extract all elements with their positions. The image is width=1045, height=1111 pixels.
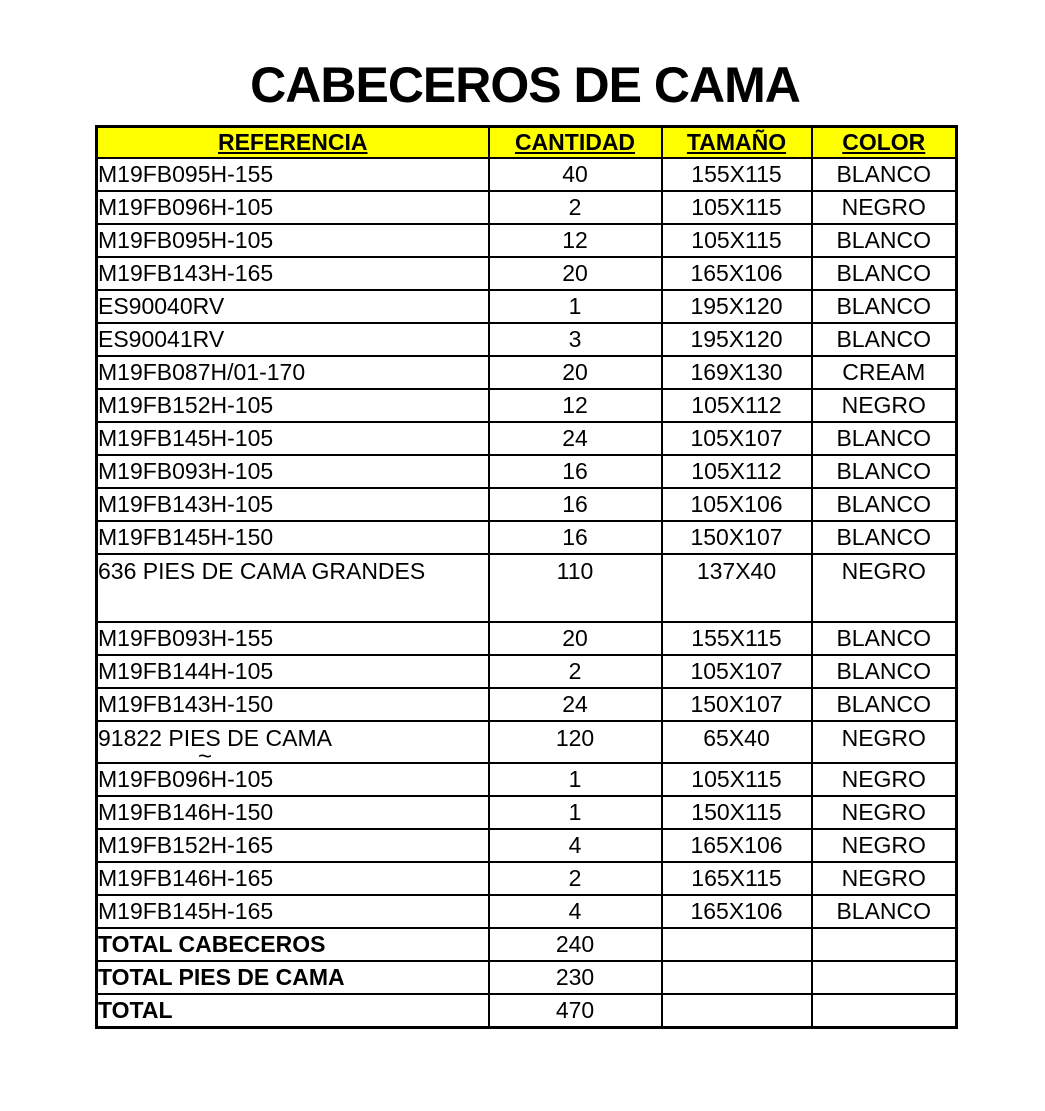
- color-text: NEGRO: [841, 832, 926, 858]
- color-text: BLANCO: [836, 227, 932, 253]
- color-text: BLANCO: [836, 326, 932, 352]
- table-row: [97, 455, 957, 488]
- cantidad-text: 20: [562, 625, 588, 651]
- ref-text: M19FB145H-150: [98, 524, 274, 550]
- color-text: BLANCO: [836, 625, 932, 651]
- cell-ref: [97, 862, 489, 895]
- tamano-text: 165X115: [691, 865, 782, 891]
- cantidad-text: 16: [562, 491, 588, 517]
- total-cantidad-text: 230: [555, 964, 595, 990]
- cell-tamano: [662, 862, 812, 895]
- cell-color: [812, 455, 957, 488]
- cantidad-text: 1: [568, 799, 582, 825]
- ref-text: M19FB093H-155: [98, 625, 274, 651]
- cell-color: [812, 488, 957, 521]
- cell-cantidad: [489, 895, 662, 928]
- cell-color: [812, 796, 957, 829]
- color-text: CREAM: [842, 359, 926, 385]
- ref-text: M19FB146H-150: [98, 799, 274, 825]
- cell-cantidad: [489, 763, 662, 796]
- tamano-text: 105X107: [690, 425, 783, 451]
- cell-cantidad: [489, 622, 662, 655]
- total-cell-color: [812, 961, 957, 994]
- total-row: [97, 961, 957, 994]
- tamano-text: 155X115: [691, 161, 782, 187]
- cell-ref: [97, 323, 489, 356]
- cell-ref: [97, 488, 489, 521]
- color-text: BLANCO: [836, 260, 932, 286]
- table-row: [97, 356, 957, 389]
- total-cell-cantidad: [489, 994, 662, 1028]
- table-header: [97, 127, 957, 159]
- cell-ref: [97, 257, 489, 290]
- cantidad-text: 4: [568, 898, 582, 924]
- color-text: BLANCO: [836, 691, 932, 717]
- cell-tamano: [662, 521, 812, 554]
- ref-text: M19FB095H-155: [98, 161, 274, 187]
- color-text: NEGRO: [841, 558, 926, 584]
- ref-text: M19FB143H-150: [98, 691, 274, 717]
- color-text: BLANCO: [836, 293, 932, 319]
- cantidad-text: 1: [568, 766, 582, 792]
- table-row: [97, 721, 957, 763]
- inventory-table: [95, 125, 958, 1029]
- cell-ref: [97, 422, 489, 455]
- cell-cantidad: [489, 290, 662, 323]
- cell-cantidad: [489, 356, 662, 389]
- tamano-text: 169X130: [690, 359, 783, 385]
- table-row: [97, 257, 957, 290]
- tamano-text: 105X115: [691, 766, 782, 792]
- cell-cantidad: [489, 488, 662, 521]
- cell-tamano: [662, 455, 812, 488]
- cell-tamano: [662, 224, 812, 257]
- total-cell-tamano: [662, 961, 812, 994]
- cantidad-text: 4: [568, 832, 582, 858]
- ref-text: 91822 PIES DE CAMA: [98, 725, 332, 751]
- tamano-text: 137X40: [696, 558, 777, 584]
- ref-text: M19FB143H-105: [98, 491, 274, 517]
- cell-color: [812, 290, 957, 323]
- cell-cantidad: [489, 829, 662, 862]
- cell-ref: [97, 521, 489, 554]
- cell-ref: [97, 895, 489, 928]
- color-text: NEGRO: [841, 725, 926, 751]
- total-ref-text: TOTAL CABECEROS: [98, 931, 326, 957]
- ref-text: M19FB144H-105: [98, 658, 274, 684]
- cantidad-text: 12: [562, 227, 588, 253]
- cell-color: [812, 224, 957, 257]
- page-title: CABECEROS DE CAMA: [250, 57, 800, 113]
- cantidad-text: 110: [556, 558, 594, 584]
- color-text: NEGRO: [841, 865, 926, 891]
- table-row: [97, 655, 957, 688]
- color-text: NEGRO: [841, 766, 926, 792]
- table-row: [97, 488, 957, 521]
- ref-text: M19FB146H-165: [98, 865, 274, 891]
- cell-tamano: [662, 356, 812, 389]
- tamano-text: 165X106: [690, 832, 783, 858]
- color-text: BLANCO: [836, 161, 932, 187]
- cell-tamano: [662, 389, 812, 422]
- header-cantidad-label: CANTIDAD: [514, 129, 636, 155]
- tamano-text: 150X107: [690, 524, 783, 550]
- cell-tamano: [662, 290, 812, 323]
- table-body: [97, 158, 957, 1028]
- color-text: BLANCO: [836, 425, 932, 451]
- total-cell-ref: [97, 994, 489, 1028]
- tamano-text: 105X115: [691, 194, 782, 220]
- cell-color: [812, 862, 957, 895]
- cell-tamano: [662, 191, 812, 224]
- color-text: BLANCO: [836, 458, 932, 484]
- cell-color: [812, 158, 957, 191]
- ref-text: M19FB152H-105: [98, 392, 274, 418]
- header-cantidad: [489, 127, 662, 159]
- table-row: [97, 191, 957, 224]
- cell-cantidad: [489, 721, 662, 763]
- cell-tamano: [662, 158, 812, 191]
- table-row: [97, 622, 957, 655]
- cell-color: [812, 554, 957, 622]
- cell-cantidad: [489, 191, 662, 224]
- tamano-text: 105X106: [690, 491, 783, 517]
- cell-ref: [97, 721, 489, 763]
- tamano-text: 105X112: [691, 392, 782, 418]
- tamano-text: 195X120: [690, 326, 783, 352]
- total-cantidad-text: 240: [555, 931, 595, 957]
- cell-color: [812, 688, 957, 721]
- cell-color: [812, 356, 957, 389]
- header-row: [97, 127, 957, 159]
- tamano-text: 165X106: [690, 898, 783, 924]
- table-row: [97, 796, 957, 829]
- cell-tamano: [662, 422, 812, 455]
- cell-tamano: [662, 622, 812, 655]
- cell-color: [812, 389, 957, 422]
- cell-ref: [97, 655, 489, 688]
- ref-text: M19FB096H-105: [98, 766, 274, 792]
- total-cell-ref: [97, 961, 489, 994]
- cell-cantidad: [489, 422, 662, 455]
- cell-ref: [97, 688, 489, 721]
- cell-ref: [97, 763, 489, 796]
- cell-ref: [97, 829, 489, 862]
- color-text: NEGRO: [841, 194, 926, 220]
- color-text: BLANCO: [836, 491, 932, 517]
- cantidad-text: 20: [562, 260, 588, 286]
- ref-text: M19FB145H-105: [98, 425, 274, 451]
- cell-cantidad: [489, 862, 662, 895]
- cantidad-text: 12: [562, 392, 588, 418]
- cell-cantidad: [489, 655, 662, 688]
- cell-tamano: [662, 688, 812, 721]
- cell-color: [812, 622, 957, 655]
- color-text: NEGRO: [841, 799, 926, 825]
- total-cell-color: [812, 994, 957, 1028]
- clipped-tilde-mark: ~: [198, 743, 213, 763]
- total-ref-text: TOTAL PIES DE CAMA: [98, 964, 345, 990]
- table-row: [97, 688, 957, 721]
- header-referencia: [97, 127, 489, 159]
- cantidad-text: 16: [562, 524, 588, 550]
- cantidad-text: 2: [568, 865, 582, 891]
- total-cell-tamano: [662, 928, 812, 961]
- cell-cantidad: [489, 796, 662, 829]
- header-referencia-label: REFERENCIA: [217, 129, 368, 155]
- cell-ref: [97, 389, 489, 422]
- tamano-text: 105X112: [691, 458, 782, 484]
- table-row: [97, 862, 957, 895]
- header-tamano: [662, 127, 812, 159]
- cantidad-text: 40: [562, 161, 588, 187]
- cell-tamano: [662, 829, 812, 862]
- total-cell-color: [812, 928, 957, 961]
- tamano-text: 65X40: [703, 725, 770, 751]
- table-row: [97, 323, 957, 356]
- total-ref-text: TOTAL: [98, 997, 173, 1023]
- table-row: [97, 763, 957, 796]
- cantidad-text: 24: [562, 691, 588, 717]
- cell-color: [812, 721, 957, 763]
- cell-cantidad: [489, 389, 662, 422]
- color-text: BLANCO: [836, 658, 932, 684]
- total-row: [97, 994, 957, 1028]
- total-cell-cantidad: [489, 928, 662, 961]
- cell-color: [812, 521, 957, 554]
- cell-cantidad: [489, 323, 662, 356]
- cell-color: [812, 323, 957, 356]
- cantidad-text: 3: [568, 326, 582, 352]
- cell-ref: [97, 356, 489, 389]
- table-row: [97, 389, 957, 422]
- cell-color: [812, 829, 957, 862]
- tamano-text: 105X107: [690, 658, 783, 684]
- header-tamano-label: TAMAÑO: [686, 129, 787, 155]
- cell-color: [812, 655, 957, 688]
- ref-text: M19FB143H-165: [98, 260, 274, 286]
- cell-cantidad: [489, 158, 662, 191]
- ref-text: ES90041RV: [98, 326, 225, 352]
- cell-ref: [97, 455, 489, 488]
- ref-text: M19FB145H-165: [98, 898, 274, 924]
- ref-text: M19FB096H-105: [98, 194, 274, 220]
- cell-cantidad: [489, 521, 662, 554]
- header-color: [812, 127, 957, 159]
- tamano-text: 165X106: [690, 260, 783, 286]
- cantidad-text: 2: [568, 658, 582, 684]
- color-text: BLANCO: [836, 898, 932, 924]
- ref-text: 636 PIES DE CAMA GRANDES: [98, 558, 426, 584]
- table-row: [97, 829, 957, 862]
- cell-cantidad: [489, 554, 662, 622]
- tamano-text: 155X115: [691, 625, 782, 651]
- total-cell-cantidad: [489, 961, 662, 994]
- cell-ref: [97, 158, 489, 191]
- cell-tamano: [662, 257, 812, 290]
- cell-tamano: [662, 721, 812, 763]
- ref-text: ES90040RV: [98, 293, 225, 319]
- ref-text: M19FB093H-105: [98, 458, 274, 484]
- color-text: BLANCO: [836, 524, 932, 550]
- cell-tamano: [662, 895, 812, 928]
- table-row: [97, 158, 957, 191]
- cell-ref: [97, 554, 489, 622]
- cantidad-text: 16: [562, 458, 588, 484]
- cell-cantidad: [489, 257, 662, 290]
- cell-cantidad: [489, 688, 662, 721]
- cell-ref: [97, 191, 489, 224]
- cell-ref: [97, 796, 489, 829]
- cell-tamano: [662, 796, 812, 829]
- cell-color: [812, 191, 957, 224]
- tamano-text: 105X115: [691, 227, 782, 253]
- cell-cantidad: [489, 224, 662, 257]
- total-cell-ref: [97, 928, 489, 961]
- cell-color: [812, 763, 957, 796]
- cantidad-text: 1: [568, 293, 582, 319]
- cell-ref: [97, 622, 489, 655]
- cell-tamano: [662, 554, 812, 622]
- cell-tamano: [662, 655, 812, 688]
- cell-color: [812, 422, 957, 455]
- cell-color: [812, 895, 957, 928]
- ref-text: M19FB087H/01-170: [98, 359, 306, 385]
- cell-ref: [97, 224, 489, 257]
- cell-color: [812, 257, 957, 290]
- total-row: [97, 928, 957, 961]
- total-cell-tamano: [662, 994, 812, 1028]
- cantidad-text: 24: [562, 425, 588, 451]
- table-row: [97, 521, 957, 554]
- table-row: [97, 422, 957, 455]
- table-row: [97, 290, 957, 323]
- cell-ref: [97, 290, 489, 323]
- cell-tamano: [662, 763, 812, 796]
- total-cantidad-text: 470: [555, 997, 595, 1023]
- ref-text: M19FB152H-165: [98, 832, 274, 858]
- cantidad-text: 120: [555, 725, 595, 751]
- cantidad-text: 2: [568, 194, 582, 220]
- cell-tamano: [662, 488, 812, 521]
- cantidad-text: 20: [562, 359, 588, 385]
- cell-tamano: [662, 323, 812, 356]
- color-text: NEGRO: [841, 392, 926, 418]
- tamano-text: 150X115: [691, 799, 782, 825]
- table-row: [97, 224, 957, 257]
- cell-cantidad: [489, 455, 662, 488]
- table-row: [97, 895, 957, 928]
- table-row: [97, 554, 957, 622]
- header-color-label: COLOR: [842, 129, 926, 155]
- ref-text: M19FB095H-105: [98, 227, 274, 253]
- tamano-text: 195X120: [690, 293, 783, 319]
- tamano-text: 150X107: [690, 691, 783, 717]
